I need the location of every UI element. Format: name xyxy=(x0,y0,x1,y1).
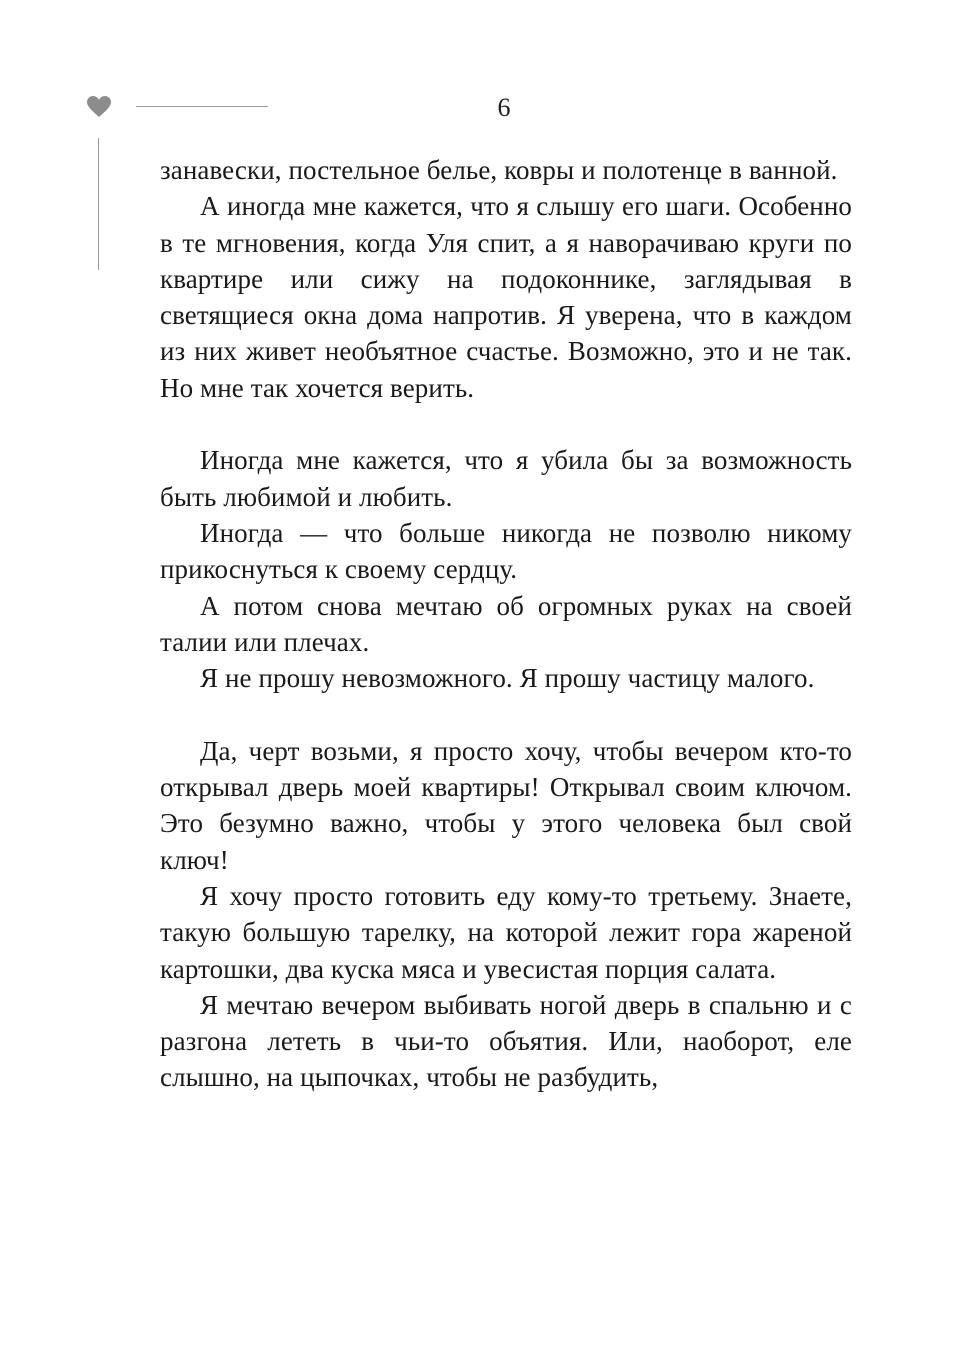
paragraph: Да, черт возьми, я просто хочу, чтобы вечером кто-то открывал дверь моей квартиры! Открывал своим ключом. Это безумно важно, чтобы у этого человека был свой ключ! xyxy=(160,735,852,875)
section-break xyxy=(160,406,852,442)
paragraph: Иногда — что больше никогда не позволю никому прикоснуться к своему сердцу. xyxy=(160,517,852,585)
header-rule xyxy=(136,106,268,107)
paragraph: занавески, постельное белье, ковры и полотенце в ванной. xyxy=(160,155,838,185)
paragraph: Я не прошу невозможного. Я прошу частицу малого. xyxy=(200,663,815,694)
paragraph: А иногда мне кажется, что я слышу его шаги. Особенно в те мгновения, когда Уля спит, а я наворачиваю круги по квартире или сижу на подоконнике, заглядывая в светящиеся окна дома напротив. Я уверена, что в каждом из них живет необъятное счастье. Возможно, это и не так. Но мне так хочется верить. xyxy=(160,191,852,403)
page-number: 6 xyxy=(497,93,511,122)
paragraph: Иногда мне кажется, что я убила бы за возможность быть любимой и любить. xyxy=(160,445,852,512)
paragraph: Я мечтаю вечером выбивать ногой дверь в спальню и с разгона лететь в чьи-то объятия. Или, наоборот, еле слышно, на цыпочках, чтобы не разбудить, xyxy=(160,989,852,1093)
paragraph: Я хочу просто готовить еду кому-то третьему. Знаете, такую большую тарелку, на которой лежит гора жареной картошки, два куска мяса и увесистая порция салата. xyxy=(160,880,852,984)
heart-icon xyxy=(86,95,112,119)
paragraph: А потом снова мечтаю об огромных руках на своей талии или плечах. xyxy=(160,590,852,657)
body-text xyxy=(160,152,852,1096)
margin-rule xyxy=(98,138,99,270)
section-break xyxy=(160,696,852,732)
